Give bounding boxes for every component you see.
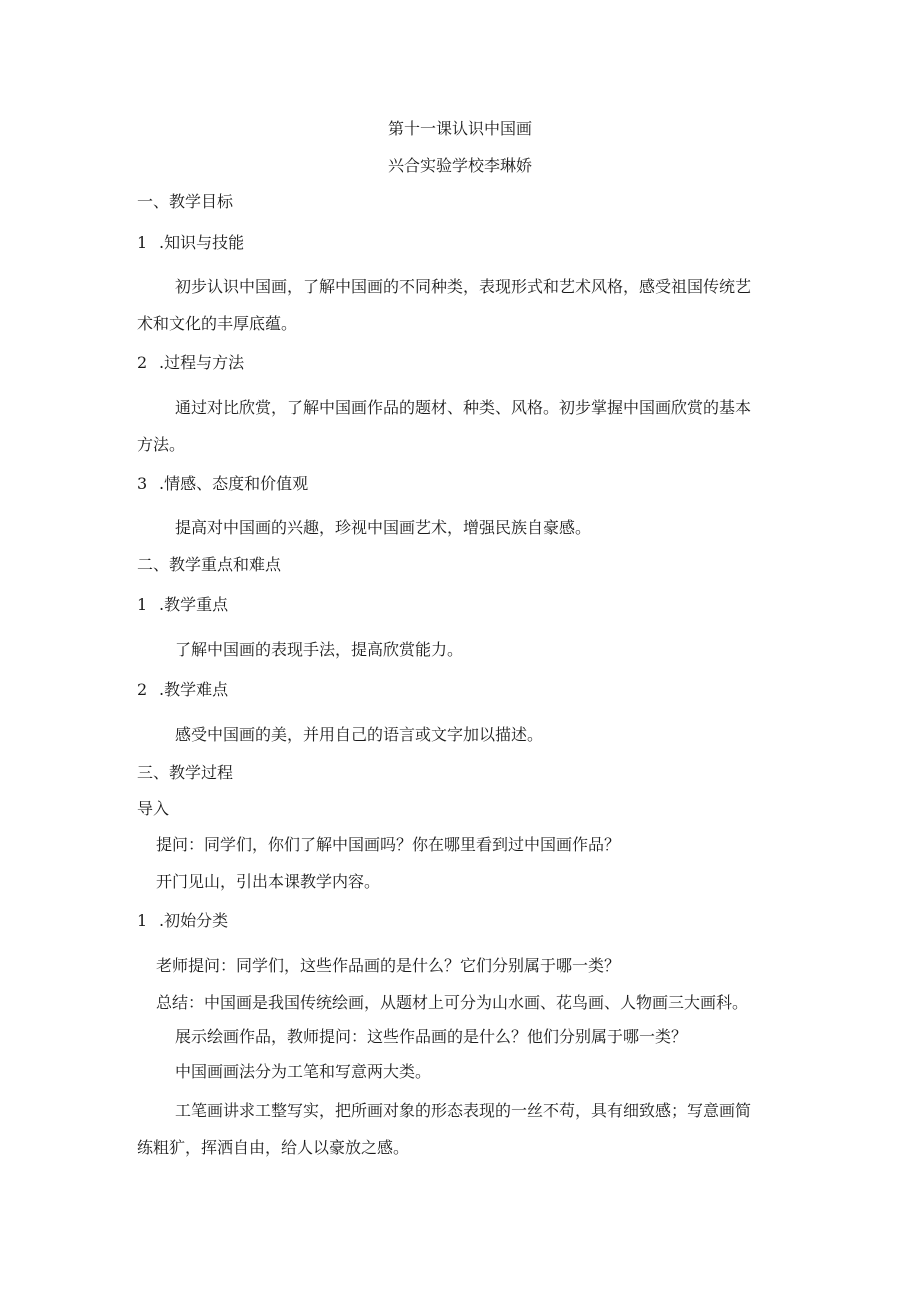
item-label: .教学重点 [159, 595, 229, 614]
paragraph-line: 了解中国画的表现手法，提高欣赏能力。 [175, 640, 464, 659]
item-label: .初始分类 [159, 911, 229, 930]
item-label: .知识与技能 [159, 233, 245, 252]
subheading-knowledge-skills [137, 232, 244, 254]
paragraph-line: 感受中国画的美，并用自己的语言或文字加以描述。 [175, 725, 544, 744]
paragraph-line: 提问：同学们，你们了解中国画吗？你在哪里看到过中国画作品？ [156, 835, 621, 854]
subheading-emotion-values [137, 473, 308, 495]
paragraph-line: 提高对中国画的兴趣，珍视中国画艺术，增强民族自豪感。 [175, 518, 592, 537]
item-label: .教学难点 [159, 680, 229, 699]
item-number: 2 [137, 353, 148, 372]
item-number: 2 [137, 680, 148, 699]
paragraph-line: 开门见山，引出本课教学内容。 [156, 872, 381, 891]
item-label: .情感、态度和价值观 [159, 474, 309, 493]
paragraph-line: 总结：中国画是我国传统绘画，从题材上可分为山水画、花鸟画、人物画三大画科。 [156, 993, 749, 1012]
paragraph-line: 初步认识中国画，了解中国画的不同种类，表现形式和艺术风格，感受祖国传统艺 [175, 277, 752, 296]
subheading-initial-classification [137, 910, 228, 932]
item-number: 1 [137, 595, 148, 614]
paragraph-line: 术和文化的丰厚底蕴。 [137, 314, 298, 333]
doc-title: 第十一课认识中国画 [387, 119, 532, 138]
item-number: 1 [137, 233, 148, 252]
paragraph-line: 中国画画法分为工笔和写意两大类。 [175, 1062, 432, 1081]
item-number: 3 [137, 474, 148, 493]
paragraph-line: 工笔画讲求工整写实，把所画对象的形态表现的一丝不苟，具有细致感；写意画简 [175, 1101, 752, 1120]
paragraph-line: 老师提问：同学们，这些作品画的是什么？它们分别属于哪一类？ [156, 956, 621, 975]
intro-label: 导入 [137, 799, 170, 818]
paragraph-line: 练粗犷，挥洒自由，给人以豪放之感。 [137, 1138, 410, 1157]
item-number: 1 [137, 911, 148, 930]
paragraph-line: 展示绘画作品，教师提问：这些作品画的是什么？他们分别属于哪一类？ [175, 1027, 688, 1046]
subheading-key-point [137, 594, 228, 616]
subheading-process-method [137, 352, 244, 374]
paragraph-line: 方法。 [137, 435, 186, 454]
section-heading-key-points: 二、教学重点和难点 [137, 555, 282, 574]
item-label: .过程与方法 [159, 353, 245, 372]
section-heading-objectives: 一、教学目标 [137, 192, 234, 211]
section-heading-process: 三、教学过程 [137, 763, 234, 782]
subheading-difficulty [137, 679, 228, 701]
paragraph-line: 通过对比欣赏，了解中国画作品的题材、种类、风格。初步掌握中国画欣赏的基本 [175, 398, 752, 417]
doc-author: 兴合实验学校李琳娇 [387, 156, 532, 175]
